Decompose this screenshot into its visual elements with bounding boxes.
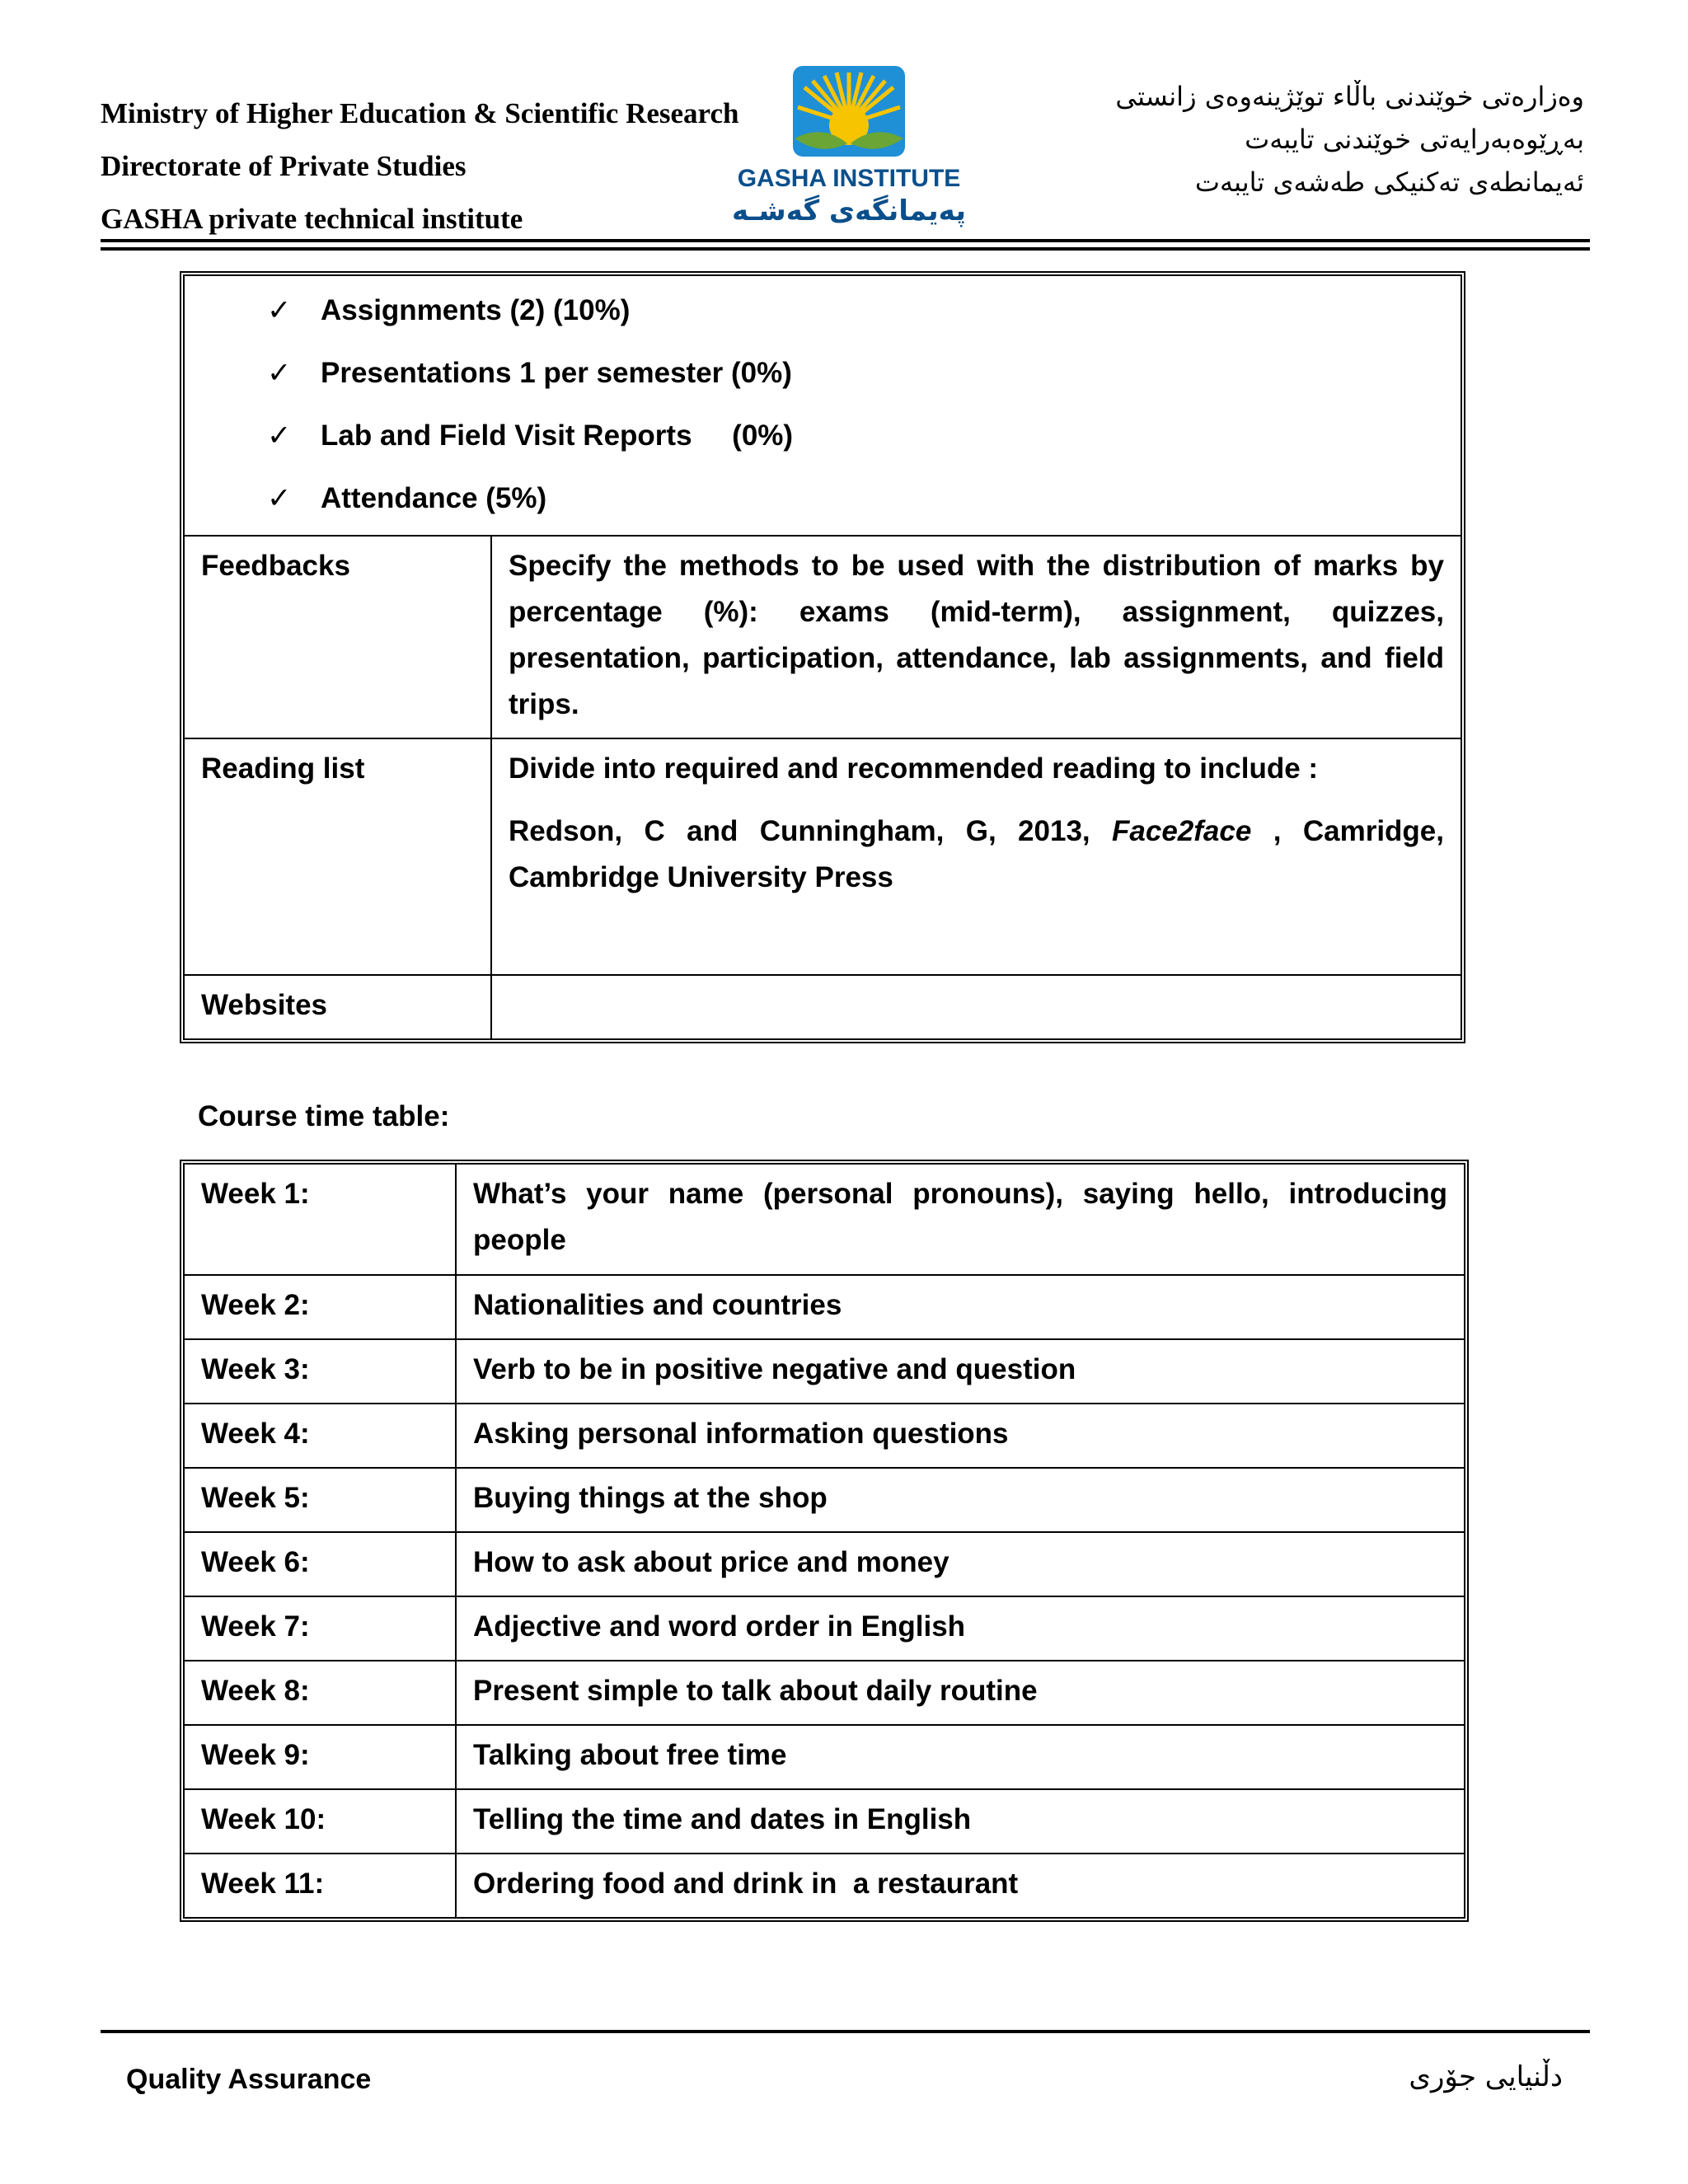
- week-topic: Telling the time and dates in English: [456, 1789, 1465, 1854]
- week-topic: Buying things at the shop: [456, 1468, 1465, 1532]
- footer-quality-assurance-en: Quality Assurance: [126, 2064, 372, 2095]
- check-icon: ✓: [267, 294, 292, 326]
- timetable-row: [184, 1468, 1465, 1532]
- reading-list-row: [184, 738, 1461, 975]
- week-topic: Asking personal information questions: [456, 1404, 1465, 1468]
- timetable-row: [184, 1661, 1465, 1725]
- timetable-table: [183, 1163, 1465, 1919]
- reference-publisher: , Camridge, Cambridge University Press: [509, 815, 1444, 893]
- reference-title: Face2face: [1112, 815, 1252, 847]
- assessment-item: [201, 405, 1444, 467]
- week-topic: What’s your name (personal pronouns), saying hello, introducing people: [456, 1164, 1465, 1275]
- assessment-item-label: Lab and Field Visit Reports (0%): [321, 419, 794, 452]
- assessment-cell: [184, 275, 1461, 536]
- timetable-title: Course time table:: [198, 1100, 450, 1132]
- course-info-table: [183, 274, 1462, 1040]
- footer-quality-assurance-ku: دڵنیایی جۆری: [1409, 2060, 1563, 2093]
- timetable-row: [184, 1275, 1465, 1339]
- header-ministry-en: Ministry of Higher Education & Scientific Research: [101, 97, 739, 129]
- websites-value: [491, 975, 1461, 1039]
- week-topic: Adjective and word order in English: [456, 1596, 1465, 1661]
- week-label: Week 8:: [184, 1661, 456, 1725]
- week-label: Week 5:: [184, 1468, 456, 1532]
- sun-emblem-icon: [725, 58, 973, 165]
- logo-name-ku: پەیمانگەی گەشـە: [732, 194, 966, 227]
- feedbacks-text: Specify the methods to be used with the distribution of marks by percentage (%): exams (mid-term), assignment, quizzes, presentation, participation, attendance, lab assignments, and field trips.: [491, 536, 1461, 738]
- timetable-row: [184, 1404, 1465, 1468]
- check-icon: ✓: [267, 482, 292, 514]
- feedbacks-label: Feedbacks: [184, 536, 491, 738]
- header-directorate-en: Directorate of Private Studies: [101, 150, 467, 182]
- check-icon: ✓: [267, 419, 292, 452]
- reading-list-reference: [509, 808, 1444, 901]
- check-icon: ✓: [267, 357, 292, 389]
- assessment-item: [201, 342, 1444, 405]
- header-rule-top: [101, 239, 1590, 242]
- week-label: Week 1:: [184, 1164, 456, 1275]
- week-topic: How to ask about price and money: [456, 1532, 1465, 1596]
- timetable-row: [184, 1725, 1465, 1789]
- websites-row: [184, 975, 1461, 1039]
- reference-authors: Redson, C and Cunningham, G, 2013,: [509, 815, 1113, 847]
- week-topic: Ordering food and drink in a restaurant: [456, 1854, 1465, 1918]
- assessment-item-label: Presentations 1 per semester (0%): [321, 357, 792, 389]
- week-topic: Talking about free time: [456, 1725, 1465, 1789]
- week-label: Week 10:: [184, 1789, 456, 1854]
- logo-name-en: GASHA INSTITUTE: [737, 165, 961, 192]
- reading-list-label: Reading list: [184, 738, 491, 975]
- week-label: Week 3:: [184, 1339, 456, 1404]
- timetable-row: [184, 1339, 1465, 1404]
- timetable-row: [184, 1164, 1465, 1275]
- week-label: Week 9:: [184, 1725, 456, 1789]
- week-label: Week 4:: [184, 1404, 456, 1468]
- websites-label: Websites: [184, 975, 491, 1039]
- week-label: Week 11:: [184, 1854, 456, 1918]
- feedbacks-row: [184, 536, 1461, 738]
- week-topic: Verb to be in positive negative and question: [456, 1339, 1465, 1404]
- timetable-row: [184, 1596, 1465, 1661]
- timetable-row: [184, 1854, 1465, 1918]
- assessment-item: [201, 279, 1444, 342]
- footer-rule: [101, 2030, 1590, 2033]
- week-topic: Present simple to talk about daily routine: [456, 1661, 1465, 1725]
- timetable-row: [184, 1532, 1465, 1596]
- header-ministry-ku: وەزارەتی خوێندنی باڵاء توێژینەوەی زانستی: [1115, 81, 1584, 112]
- week-label: Week 6:: [184, 1532, 456, 1596]
- assessment-item-label: Attendance (5%): [321, 482, 547, 514]
- assessment-row: [184, 275, 1461, 536]
- header-rule-bottom: [101, 247, 1590, 251]
- timetable-row: [184, 1789, 1465, 1854]
- header-directorate-ku: بەڕێوەبەرایەتی خوێندنی تایبەت: [1245, 124, 1584, 155]
- header-institute-en: GASHA private technical institute: [101, 203, 523, 235]
- header-institute-ku: ئەیمانطەی تەکنیکی طەشەی تایبەت: [1194, 166, 1584, 198]
- reading-list-intro: Divide into required and recommended reading to include :: [509, 752, 1319, 785]
- assessment-item-label: Assignments (2) (10%): [321, 294, 631, 326]
- reading-list-content: [491, 738, 1461, 975]
- week-topic: Nationalities and countries: [456, 1275, 1465, 1339]
- assessment-item: [201, 467, 1444, 530]
- week-label: Week 2:: [184, 1275, 456, 1339]
- gasha-logo: [725, 58, 973, 235]
- week-label: Week 7:: [184, 1596, 456, 1661]
